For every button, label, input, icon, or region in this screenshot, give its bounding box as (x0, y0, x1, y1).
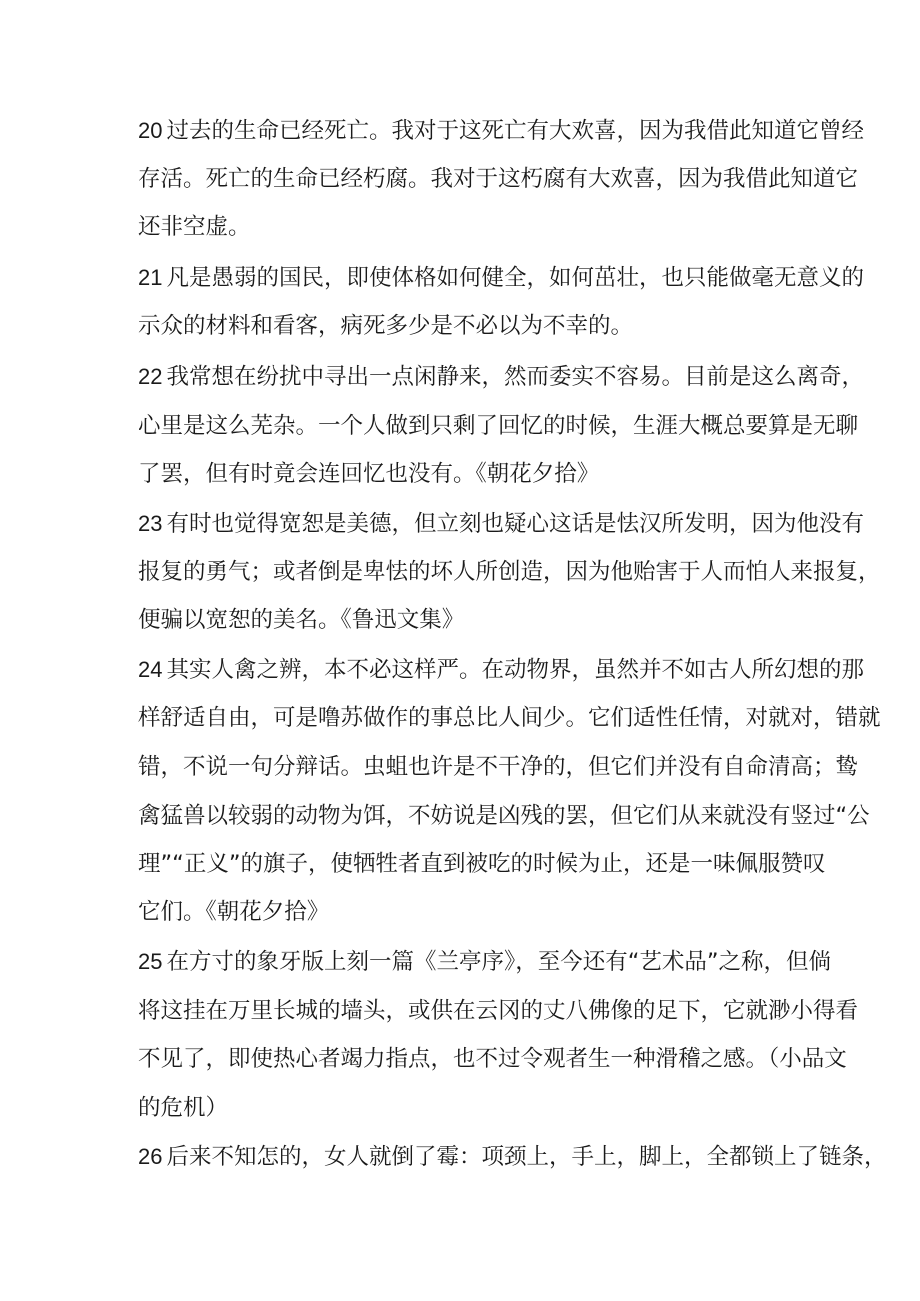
paragraph-25-line-3: 不见了，即使热心者竭力指点，也不过令观者生一种滑稽之感。（小品文 (138, 1046, 847, 1072)
paragraph-24-line-4: 禽猛兽以较弱的动物为饵，不妨说是凶残的罢，但它们从来就没有竖过“公 (138, 803, 870, 829)
paragraph-number: 23 (138, 511, 163, 536)
paragraph-number: 21 (138, 265, 163, 290)
paragraph-number: 24 (138, 657, 163, 682)
paragraph-20-line-1 (138, 109, 864, 153)
paragraph-20-line-2: 存活。死亡的生命已经朽腐。我对于这朽腐有大欢喜，因为我借此知道它 (138, 166, 859, 192)
paragraph-22-line-2: 心里是这么芜杂。一个人做到只剩了回忆的时候，生涯大概总要算是无聊 (138, 413, 859, 439)
paragraph-number: 25 (138, 949, 163, 974)
paragraph-23-line-1 (138, 502, 864, 546)
paragraph-23-line-2: 报复的勇气；或者倒是卑怯的坏人所创造，因为他贻害于人而怕人来报复， (138, 559, 881, 585)
paragraph-21-line-1 (138, 256, 864, 300)
paragraph-text: 有时也觉得宽恕是美德，但立刻也疑心这话是怯汉所发明，因为他没有 (166, 511, 864, 537)
paragraph-text: 凡是愚弱的国民，即使体格如何健全，如何茁壮，也只能做毫无意义的 (166, 265, 864, 291)
paragraph-text: 后来不知怎的，女人就倒了霉：项颈上，手上，脚上，全都锁上了链条， (166, 1144, 887, 1170)
paragraph-24-line-6: 它们。《朝花夕拾》 (138, 899, 330, 925)
paragraph-24-line-1 (138, 648, 864, 692)
paragraph-25-line-4: 的危机） (138, 1095, 229, 1121)
paragraph-25-line-1 (138, 940, 832, 984)
paragraph-20-line-3: 还非空虚。 (138, 214, 251, 240)
paragraph-23-line-3: 便骗以宽恕的美名。《鲁迅文集》 (138, 607, 465, 633)
paragraph-24-line-3: 错，不说一句分辩话。虫蛆也许是不干净的，但它们并没有自命清高；鸷 (138, 754, 859, 780)
paragraph-24-line-5: 理”“正义”的旗子，使牺牲者直到被吃的时候为止，还是一味佩服赞叹 (138, 851, 826, 877)
paragraph-22-line-1 (138, 355, 864, 399)
paragraph-number: 22 (138, 364, 163, 389)
paragraph-22-line-3: 了罢，但有时竟会连回忆也没有。《朝花夕拾》 (138, 461, 600, 487)
paragraph-number: 26 (138, 1144, 163, 1169)
paragraph-25-line-2: 将这挂在万里长城的墙头，或供在云冈的丈八佛像的足下，它就渺小得看 (138, 998, 859, 1024)
paragraph-text: 在方寸的象牙版上刻一篇《兰亭序》，至今还有“艺术品”之称，但倘 (166, 949, 832, 975)
paragraph-text: 其实人禽之辨，本不必这样严。在动物界，虽然并不如古人所幻想的那 (166, 657, 864, 683)
paragraph-21-line-2: 示众的材料和看客，病死多少是不必以为不幸的。 (138, 313, 634, 339)
paragraph-text: 过去的生命已经死亡。我对于这死亡有大欢喜，因为我借此知道它曾经 (166, 118, 864, 144)
paragraph-number: 20 (138, 118, 163, 143)
paragraph-text: 我常想在纷扰中寻出一点闲静来，然而委实不容易。目前是这么离奇， (166, 364, 864, 390)
paragraph-24-line-2: 样舒适自由，可是噜苏做作的事总比人间少。它们适性任情，对就对，错就 (138, 705, 881, 731)
paragraph-26-line-1 (138, 1135, 887, 1179)
